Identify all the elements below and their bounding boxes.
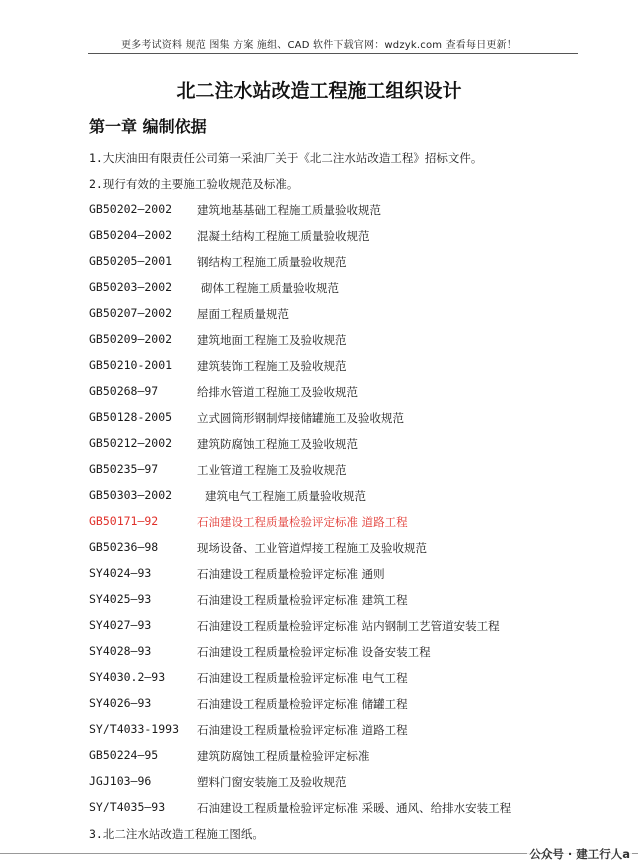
standard-name: 建筑防腐蚀工程施工及验收规范 (197, 437, 358, 451)
standard-name: 石油建设工程质量检验评定标准 通则 (197, 567, 385, 581)
standard-name: 建筑装饰工程施工及验收规范 (197, 359, 347, 373)
standard-name: 石油建设工程质量检验评定标准 站内钢制工艺管道安装工程 (197, 619, 500, 633)
standard-name: 屋面工程质量规范 (197, 307, 289, 321)
standard-code: SY4028—93 (89, 644, 152, 658)
standard-code: GB50209—2002 (89, 332, 173, 346)
watermark: 公众号 · 建工行人a (529, 847, 630, 861)
standard-name: 石油建设工程质量检验评定标准 电气工程 (197, 671, 408, 685)
standard-code: GB50205—2001 (89, 254, 173, 268)
standard-name: 工业管道工程施工及验收规范 (197, 463, 347, 477)
standard-code: SY4026—93 (89, 696, 152, 710)
standard-code: GB50212—2002 (89, 436, 173, 450)
standard-name: 混凝土结构工程施工质量验收规范 (197, 229, 370, 243)
standard-code: GB50204—2002 (89, 228, 173, 242)
standard-name: 塑料门窗安装施工及验收规范 (197, 775, 347, 789)
standard-name: 石油建设工程质量检验评定标准 道路工程 (197, 515, 408, 529)
banner-divider (88, 53, 578, 54)
standard-code: SY4027—93 (89, 618, 152, 632)
document-title: 北二注水站改造工程施工组织设计 (176, 80, 462, 102)
standard-name: 砌体工程施工质量验收规范 (201, 281, 339, 295)
standard-name: 建筑地面工程施工及验收规范 (197, 333, 347, 347)
paragraph-item-2: 2.现行有效的主要施工验收规范及标准。 (89, 177, 299, 191)
standard-code: SY/T4035—93 (89, 800, 166, 814)
standard-name: 给排水管道工程施工及验收规范 (197, 385, 358, 399)
standard-code: GB50303—2002 (89, 488, 173, 502)
standard-name: 立式圆筒形钢制焊接储罐施工及验收规范 (197, 411, 404, 425)
standard-name: 建筑电气工程施工质量验收规范 (205, 489, 366, 503)
paragraph-item-1: 1.大庆油田有限责任公司第一采油厂关于《北二注水站改造工程》招标文件。 (89, 151, 483, 165)
standard-name: 石油建设工程质量检验评定标准 设备安装工程 (197, 645, 431, 659)
top-banner: 更多考试资料 规范 图集 方案 施组、CAD 软件下载官网：wdzyk.com 查看每日更新！ (120, 40, 517, 51)
paragraph-item-3: 3.北二注水站改造工程施工图纸。 (89, 827, 264, 841)
standard-name: 现场设备、工业管道焊接工程施工及验收规范 (197, 541, 427, 555)
standard-code: GB50202—2002 (89, 202, 173, 216)
standard-code: GB50203—2002 (89, 280, 173, 294)
standard-name: 建筑防腐蚀工程质量检验评定标准 (197, 749, 370, 763)
standard-code: JGJ103—96 (89, 774, 152, 788)
standard-code: GB50210-2001 (89, 358, 173, 372)
standard-code: GB50128-2005 (89, 410, 173, 424)
standard-code: SY4024—93 (89, 566, 152, 580)
standard-name: 建筑地基基础工程施工质量验收规范 (197, 203, 381, 217)
standard-name: 石油建设工程质量检验评定标准 建筑工程 (197, 593, 408, 607)
standard-code: GB50236—98 (89, 540, 159, 554)
standard-code: GB50235—97 (89, 462, 159, 476)
standard-code: SY4025—93 (89, 592, 152, 606)
standard-code: SY4030.2—93 (89, 670, 166, 684)
standard-code: GB50268—97 (89, 384, 159, 398)
standard-code: GB50207—2002 (89, 306, 173, 320)
chapter-heading: 第一章 编制依据 (89, 117, 207, 136)
standard-code: GB50224—95 (89, 748, 159, 762)
standard-name: 石油建设工程质量检验评定标准 储罐工程 (197, 697, 408, 711)
standard-name: 石油建设工程质量检验评定标准 道路工程 (197, 723, 408, 737)
standard-code: GB50171—92 (89, 514, 159, 528)
standard-code: SY/T4033-1993 (89, 722, 180, 736)
standard-name: 钢结构工程施工质量验收规范 (197, 255, 347, 269)
standard-name: 石油建设工程质量检验评定标准 采暖、通风、给排水安装工程 (197, 801, 512, 815)
